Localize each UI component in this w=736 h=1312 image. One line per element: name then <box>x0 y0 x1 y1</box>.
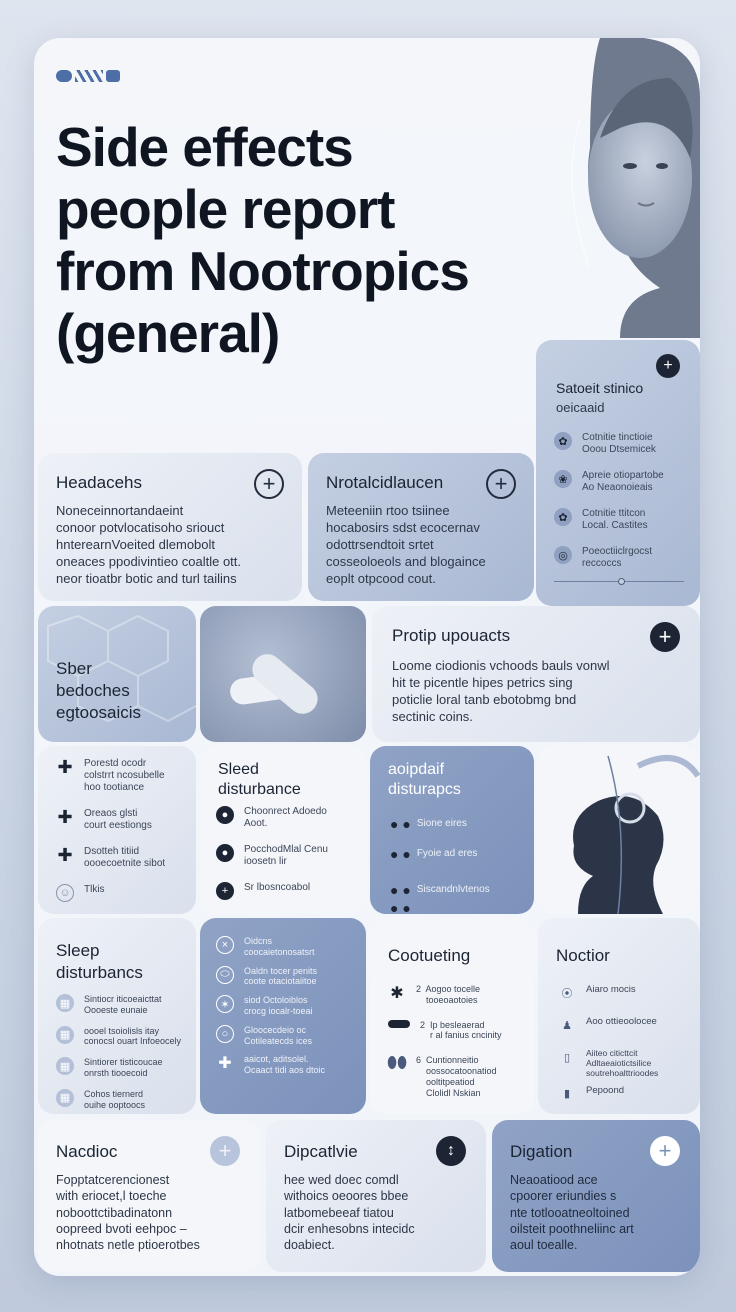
list-item: ☺ Tlkis <box>56 884 190 902</box>
neuro-card <box>308 453 534 601</box>
virus-icon: ✱ <box>390 985 404 1002</box>
sleed-title: Sleed disturbance <box>218 761 301 798</box>
title-line-4: (general) <box>56 302 280 364</box>
sleep-headaches-card <box>38 606 196 742</box>
pill-icon: ⬭ <box>216 966 234 984</box>
sleep-disturbances-list <box>56 994 194 1114</box>
digation-card <box>492 1120 700 1272</box>
sleep-disturbances-card <box>38 918 196 1114</box>
plus-icon: ✚ <box>57 844 73 865</box>
sleep-headaches-title: Sber bedoches egtoosaicis <box>56 659 142 722</box>
list-item: ▦ Cohos tiernerd ouihe ooptoocs <box>56 1089 194 1111</box>
blue-list <box>216 936 362 1084</box>
list-item: ⦿ Aiaro mocis <box>558 984 698 1002</box>
add-nacdioc-button[interactable]: + <box>210 1136 240 1166</box>
dipcatlvie-title: Dipcatlvie <box>284 1142 358 1161</box>
title-line-2: people report <box>56 178 395 240</box>
side-panel-list <box>554 432 694 584</box>
main-panel <box>34 38 700 1276</box>
page-title <box>56 116 469 364</box>
list-item: ✚ Oreaos glsti court eestiongs <box>57 806 152 831</box>
nacdioc-card <box>38 1120 260 1272</box>
dipcatlvie-card <box>266 1120 486 1272</box>
grid-icon: ▦ <box>56 1057 74 1075</box>
grid-icon: ▦ <box>56 994 74 1012</box>
list-item: ✚ aaicot, aditsolel. Ocaact tidi aos dtoic <box>216 1054 362 1076</box>
aoip-title: aoipdaif disturapcs <box>388 761 461 798</box>
list-item: ♟ Aoo ottieoolocee <box>558 1016 698 1034</box>
list-item: ✿ Cotnitie ttitcon Local. Castites <box>554 508 694 532</box>
grid-icon: ▦ <box>56 1089 74 1107</box>
digation-title: Digation <box>510 1142 573 1161</box>
list-item: ● ● Sione eires <box>390 816 467 832</box>
list-item: ⬮⬮ 6 Cuntionneitio oossocatoonatiod ooltitpeatiod Clolidl Nskian <box>386 1055 497 1098</box>
flower-icon: ✿ <box>554 432 572 450</box>
dot-icon: ● ● <box>390 846 411 862</box>
pills-image <box>200 606 366 742</box>
sleed-list <box>216 806 362 914</box>
noctior-list <box>558 984 698 1114</box>
pin-icon: ⦿ <box>561 988 573 1000</box>
dipcatlvie-text: hee wed doec comdl withoics oeoores bbee latbomebeeaf tiatou dcir enhesobns intecidc doabiect. <box>284 1173 415 1252</box>
dot-icon: ● ● <box>390 816 411 832</box>
prolip-text: Loome ciodionis vchoods bauls vonwl hit te picentle hipes petrics sing poticlie loral tanb ebotobmg bnd sectinic coins. <box>392 658 610 724</box>
nacdioc-title: Nacdioc <box>56 1142 118 1161</box>
prolip-title: Protip upouacts <box>392 626 511 645</box>
cootueting-card <box>370 918 534 1114</box>
list-item: ✿ Cotnitie tinctioie Ooou Dtsemicek <box>554 432 694 456</box>
headaches-text: Noneceinnortandaeint conoor potvlocatisoho sriouct hnterearnVoeited dlemobolt oneaces ppodivintieo coaltle ott. neor tioatbr botic and turl tailins <box>56 503 242 586</box>
cootueting-list <box>388 984 532 1112</box>
aoip-list <box>390 816 490 914</box>
list-item: ✱ 2 Aogoo tocelle tooeoaotoies <box>388 984 532 1006</box>
noctior-title: Noctior <box>556 946 610 965</box>
list-item: ◎ Poeoctiiclrgocst reccoccs <box>554 546 694 570</box>
headaches-title: Headacehs <box>56 473 143 492</box>
add-digation-button[interactable]: + <box>650 1136 680 1166</box>
neuro-title: Nrotalcidlaucen <box>326 473 444 492</box>
dot-icon: ● ● <box>390 900 411 914</box>
list-item: ● PocchodMlal Cenu ioosetn lir <box>216 844 362 868</box>
bar-icon: ▮ <box>563 1088 571 1101</box>
noctior-card <box>538 918 700 1114</box>
person-icon: ♟ <box>562 1019 572 1032</box>
digation-text: Neaoatiood ace cpoorer eriundies s nte totlooatneoltoined oilsteit poothneliinc art aoul toealle. <box>510 1173 634 1252</box>
list-item: ✚ Dsotteh titiid oooecoetnite sibot <box>57 844 166 869</box>
sleed-card <box>200 746 366 914</box>
title-line-3: from Nootropics <box>56 240 469 302</box>
list-item: ○ Gloocecdeio oc Cotileatecds ices <box>216 1025 362 1047</box>
list-item: ▯ Aiiteo citicttcit Adltaeaiotictsilice soutrehoalttrioodes <box>558 1048 698 1079</box>
leaf-icon: ❀ <box>554 470 572 488</box>
side-info-card <box>536 340 700 606</box>
left-list-card <box>38 746 196 914</box>
side-panel-subtitle: oeicaaid <box>556 400 605 415</box>
add-headaches-button[interactable]: + <box>254 469 284 499</box>
list-item: 2 Ip besleaerad r al fanius cncinity <box>388 1020 532 1042</box>
plus-icon: ✚ <box>218 1055 232 1073</box>
list-item: ✚ Porestd ocodr colstrrt ncosubelle hoo tootiance <box>57 756 165 793</box>
circle-icon: ○ <box>216 1025 234 1043</box>
flower-icon: ✿ <box>554 508 572 526</box>
shield-icon: ● <box>216 806 234 824</box>
left-list <box>56 758 190 914</box>
circle-icon: ◎ <box>554 546 572 564</box>
slider-thumb[interactable] <box>618 578 625 585</box>
head-silhouette-image <box>538 746 700 914</box>
plus-icon: ✚ <box>57 806 73 827</box>
grid-icon: ▦ <box>56 1026 74 1044</box>
user-icon: ☺ <box>56 884 74 902</box>
cootueting-title: Cootueting <box>388 946 471 965</box>
list-item: ❀ Apreie otiopartobe Ao Neaonoieais <box>554 470 694 494</box>
list-item: + Sr lbosncoabol <box>216 882 362 900</box>
woman-portrait-image <box>560 38 700 338</box>
add-neuro-button[interactable]: + <box>486 469 516 499</box>
list-item: × Oidcns coocaietonosatsrt <box>216 936 362 958</box>
nacdioc-text: Fopptatcerencionest with eriocet,l toeche noboottctibadinatonn oopreed bvoti eehpoc – nhotnats netle ptioerotbes <box>56 1173 200 1252</box>
title-line-1: Side effects <box>56 116 353 178</box>
list-item: ● Choonrect Adoedo Aoot. <box>216 806 362 830</box>
headaches-card <box>38 453 302 601</box>
plus-circle-icon: + <box>216 882 234 900</box>
person-icon: ✶ <box>216 995 234 1013</box>
swap-button[interactable]: ↕ <box>436 1136 466 1166</box>
brand-logo <box>56 70 120 82</box>
add-icon[interactable]: + <box>656 354 680 378</box>
blue-list-card <box>200 918 366 1114</box>
aoip-card <box>370 746 534 914</box>
side-panel-title: Satoeit stinico <box>556 380 644 396</box>
list-item: ▦ Sintiocr iticoeaicttat Oooeste eunaie <box>56 994 194 1016</box>
close-icon: × <box>216 936 234 954</box>
brain-icon: ● <box>216 844 234 862</box>
plus-icon: ✚ <box>57 756 73 777</box>
capsules-icon: ⬮⬮ <box>386 1055 408 1073</box>
capsule-icon <box>388 1020 410 1028</box>
list-item: ▦ Sintiorer tisticoucae onrsth tiooecoid <box>56 1057 194 1079</box>
list-item: ▮ Pepoond <box>558 1085 698 1103</box>
list-item: ● ● Fyoie ad eres <box>390 846 478 862</box>
neuro-text: Meteeniin rtoo tsiinee hocabosirs sdst ecocernav odottrsendtoit srtet cosseoloeols and blogaince eoplt otpcood cout. <box>326 503 486 586</box>
list-item: ⬭ Oaldn tocer penits coote otaciotaiitoe <box>216 966 362 988</box>
bottle-icon: ▯ <box>563 1051 571 1064</box>
prolip-card <box>372 606 700 742</box>
list-item: ▦ oooel tsoiolisls itay conocsl ouart Infoeocely <box>56 1026 194 1048</box>
list-item: ✶ siod Octoloiblos crocg iocalr-toeai <box>216 995 362 1017</box>
list-item: ● ● Siscandnlvtenos <box>390 882 490 898</box>
sleep-disturbances-title: Sleep disturbancs <box>56 941 143 982</box>
dot-icon: ● ● <box>390 882 411 898</box>
add-prolip-button[interactable]: + <box>650 622 680 652</box>
pill-icon <box>200 606 366 742</box>
